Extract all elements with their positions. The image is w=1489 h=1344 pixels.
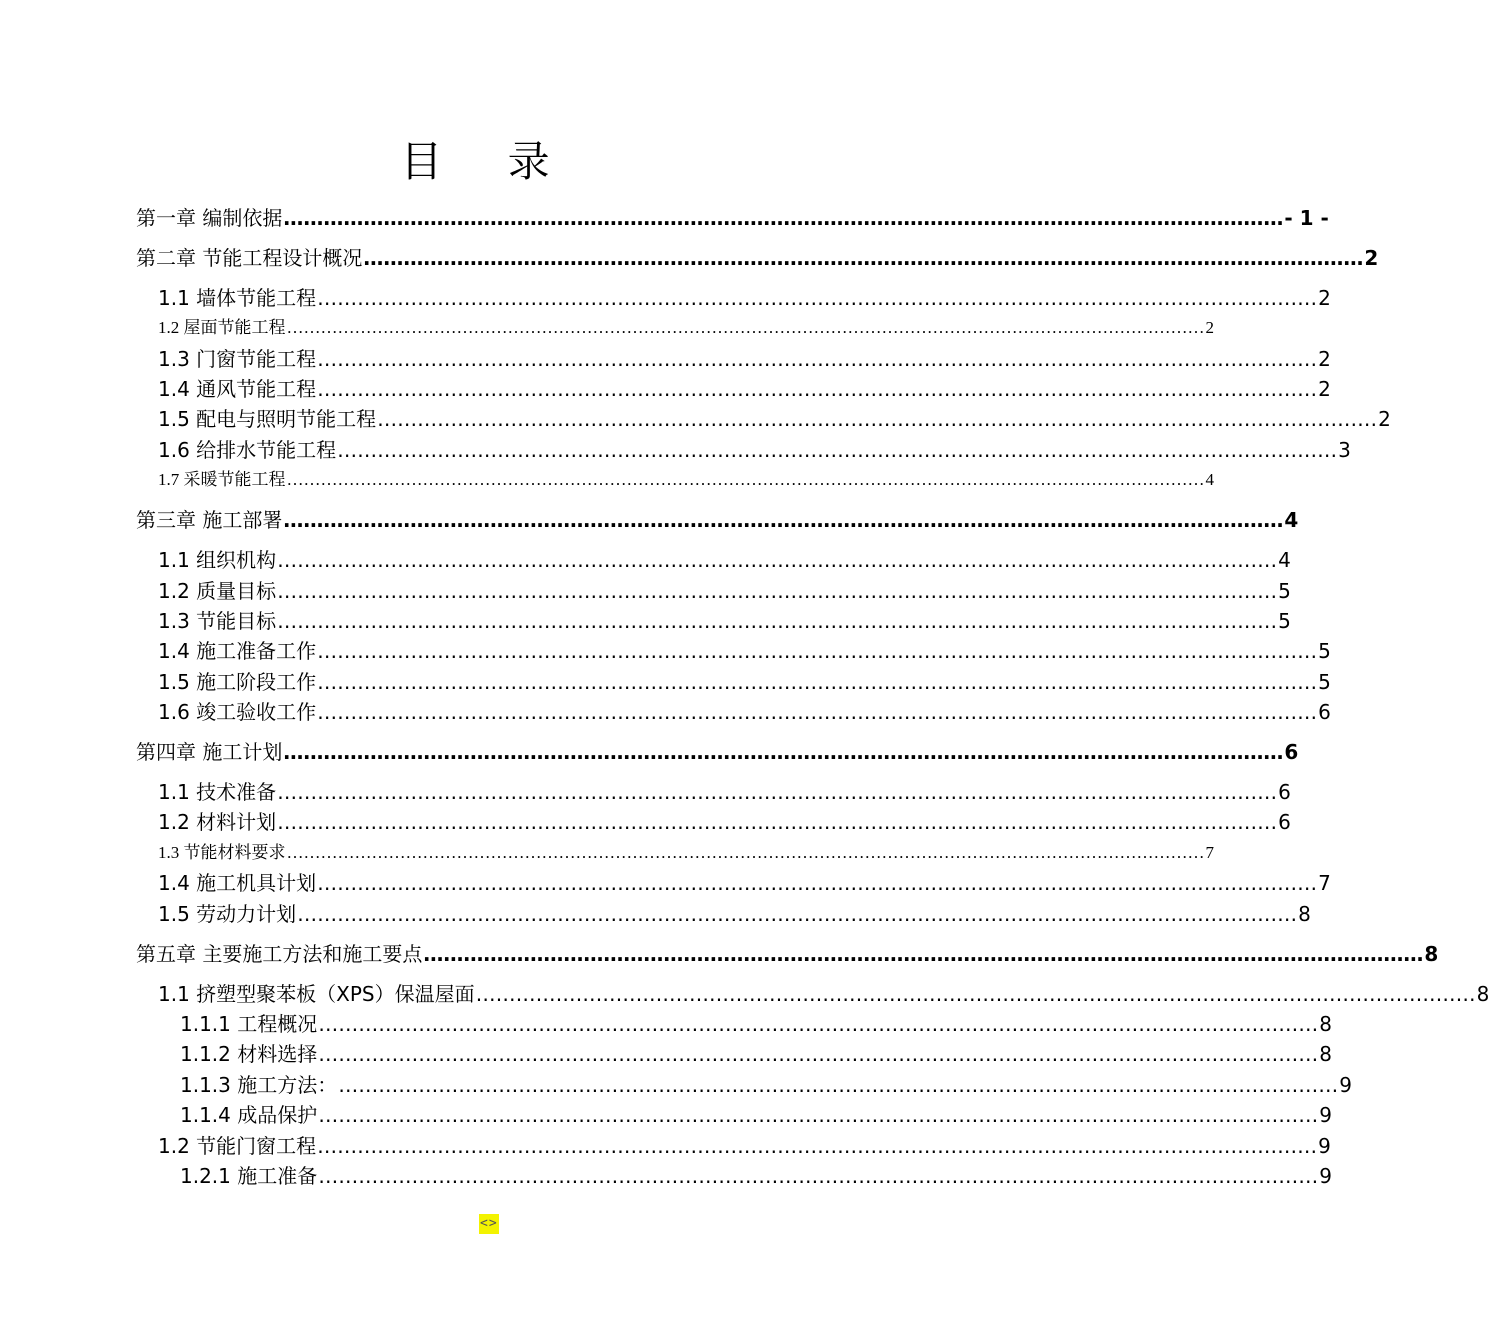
toc-entry-label: 1.4 施工机具计划: [158, 871, 317, 895]
toc-entry-section[interactable]: [158, 435, 1351, 465]
toc-entry-page: 8: [1476, 982, 1489, 1006]
toc-leader-dots: ……………………………………………………………………………………………………………………………………: [297, 902, 1298, 926]
toc-leader-dots: ……………………………………………………………………………………………………………………………………: [283, 740, 1284, 764]
toc-entry-section[interactable]: [158, 697, 1331, 727]
toc-entry-chapter-4[interactable]: [136, 737, 1299, 767]
toc-entry-label: 1.1 组织机构: [158, 548, 277, 572]
toc-entry-label: 1.6 给排水节能工程: [158, 438, 337, 462]
toc-entry-label: 1.2 质量目标: [158, 579, 277, 603]
toc-entry-label: 1.1.3 施工方法：: [180, 1073, 338, 1097]
toc-leader-dots: ……………………………………………………………………………………………………………………………………: [317, 871, 1318, 895]
toc-leader-dots: ……………………………………………………………………………………………………………………………………: [318, 1103, 1319, 1127]
toc-leader-dots: ……………………………………………………………………………………………………………………………………: [317, 347, 1318, 371]
toc-leader-dots: ……………………………………………………………………………………………………………………………………: [277, 579, 1278, 603]
toc-leader-dots: ……………………………………………………………………………………………………………………………………: [317, 700, 1318, 724]
toc-entry-page: - 1 -: [1284, 206, 1329, 230]
toc-entry-label: 1.1 挤塑型聚苯板（XPS）保温屋面: [158, 982, 475, 1006]
toc-entry-page: 6: [1278, 780, 1291, 804]
toc-entry-section[interactable]: [158, 868, 1331, 898]
toc-entry-page: 5: [1278, 609, 1291, 633]
toc-entry-label: 1.3 门窗节能工程: [158, 347, 317, 371]
toc-entry-page: 5: [1318, 670, 1331, 694]
toc-leader-dots: ……………………………………………………………………………………………………………………………………: [277, 810, 1278, 834]
toc-leader-dots: ……………………………………………………………………………………………………………………………………: [277, 780, 1278, 804]
toc-entry-page: 4: [1278, 548, 1291, 572]
toc-entry-label: 1.1.4 成品保护: [180, 1103, 318, 1127]
toc-leader-dots: ……………………………………………………………………………………………………………………………………: [363, 246, 1364, 270]
toc-entry-section[interactable]: [158, 667, 1331, 697]
toc-entry-page: 6: [1278, 810, 1291, 834]
toc-entry-label: 1.6 竣工验收工作: [158, 700, 317, 724]
toc-leader-dots: ……………………………………………………………………………………………………………………………………: [423, 942, 1424, 966]
toc-title: 目 录: [400, 137, 576, 186]
toc-leader-dots: ………………………………………………………………………………………………………………………………………………: [286, 470, 1205, 489]
toc-leader-dots: ……………………………………………………………………………………………………………………………………: [317, 639, 1318, 663]
toc-entry-page: 5: [1278, 579, 1291, 603]
page-nav-marker[interactable]: <>: [479, 1214, 499, 1234]
toc-entry-chapter-2[interactable]: [136, 243, 1379, 273]
toc-entry-page: 6: [1318, 700, 1331, 724]
toc-entry-page: 5: [1318, 639, 1331, 663]
toc-entry-section[interactable]: [158, 576, 1291, 606]
toc-leader-dots: ……………………………………………………………………………………………………………………………………: [337, 438, 1338, 462]
toc-leader-dots: ……………………………………………………………………………………………………………………………………: [377, 407, 1378, 431]
toc-entry-page: 9: [1319, 1103, 1332, 1127]
toc-entry-page: 2: [1364, 246, 1379, 270]
toc-entry-section[interactable]: [158, 283, 1331, 313]
toc-entry-label: 1.4 施工准备工作: [158, 639, 317, 663]
toc-entry-section[interactable]: [158, 636, 1331, 666]
toc-entry-label: 1.1 墙体节能工程: [158, 286, 317, 310]
toc-entry-label: 1.1 技术准备: [158, 780, 277, 804]
toc-entry-section[interactable]: [158, 545, 1291, 575]
toc-entry-section[interactable]: [158, 404, 1391, 434]
toc-leader-dots: ……………………………………………………………………………………………………………………………………: [318, 1042, 1319, 1066]
toc-leader-dots: ……………………………………………………………………………………………………………………………………: [317, 377, 1318, 401]
toc-entry-section[interactable]: [158, 344, 1331, 374]
toc-entry-page: 7: [1318, 871, 1331, 895]
toc-entry-page: 8: [1424, 942, 1439, 966]
toc-entry-label: 1.1.2 材料选择: [180, 1042, 318, 1066]
toc-entry-label: 1.2 节能门窗工程: [158, 1134, 317, 1158]
toc-entry-page: 9: [1318, 1134, 1331, 1158]
toc-entry-label: 1.2 屋面节能工程: [158, 318, 286, 337]
toc-entry-chapter-1[interactable]: [136, 203, 1329, 233]
toc-leader-dots: ……………………………………………………………………………………………………………………………………: [277, 548, 1278, 572]
toc-entry-page: 2: [1318, 286, 1331, 310]
toc-leader-dots: ……………………………………………………………………………………………………………………………………: [318, 1164, 1319, 1188]
toc-leader-dots: ……………………………………………………………………………………………………………………………………: [338, 1073, 1339, 1097]
toc-entry-subsection[interactable]: [180, 1009, 1332, 1039]
toc-leader-dots: ……………………………………………………………………………………………………………………………………: [317, 286, 1318, 310]
toc-entry-section[interactable]: [158, 606, 1291, 636]
toc-entry-label: 1.5 劳动力计划: [158, 902, 297, 926]
toc-entry-section[interactable]: [158, 313, 1214, 343]
toc-entry-label: 第五章 主要施工方法和施工要点: [136, 942, 423, 966]
toc-entry-page: 2: [1205, 318, 1214, 337]
toc-entry-page: 4: [1205, 470, 1214, 489]
toc-entry-section[interactable]: [158, 777, 1291, 807]
toc-entry-page: 6: [1284, 740, 1299, 764]
toc-entry-subsection[interactable]: [180, 1161, 1332, 1191]
toc-entry-page: 8: [1298, 902, 1311, 926]
toc-entry-label: 1.3 节能材料要求: [158, 843, 286, 862]
toc-leader-dots: ……………………………………………………………………………………………………………………………………: [317, 670, 1318, 694]
toc-leader-dots: ……………………………………………………………………………………………………………………………………: [317, 1134, 1318, 1158]
toc-entry-label: 1.7 采暖节能工程: [158, 470, 286, 489]
toc-entry-label: 1.5 施工阶段工作: [158, 670, 317, 694]
toc-entry-label: 1.3 节能目标: [158, 609, 277, 633]
toc-leader-dots: ………………………………………………………………………………………………………………………………………………: [286, 318, 1205, 337]
toc-entry-section[interactable]: [158, 979, 1489, 1009]
toc-entry-page: 2: [1318, 347, 1331, 371]
toc-entry-page: 2: [1378, 407, 1391, 431]
toc-leader-dots: ……………………………………………………………………………………………………………………………………: [277, 609, 1278, 633]
toc-entry-subsection[interactable]: [180, 1039, 1332, 1069]
toc-leader-dots: ……………………………………………………………………………………………………………………………………: [475, 982, 1476, 1006]
toc-entry-section[interactable]: [158, 1131, 1331, 1161]
toc-entry-label: 第四章 施工计划: [136, 740, 283, 764]
toc-entry-label: 第三章 施工部署: [136, 508, 283, 532]
toc-entry-label: 1.1.1 工程概况: [180, 1012, 318, 1036]
toc-entry-page: 4: [1284, 508, 1299, 532]
toc-entry-label: 第一章 编制依据: [136, 206, 283, 230]
toc-entry-page: 8: [1319, 1012, 1332, 1036]
toc-entry-section[interactable]: [158, 374, 1331, 404]
toc-entry-chapter-3[interactable]: [136, 505, 1299, 535]
toc-entry-section[interactable]: [158, 838, 1214, 868]
toc-entry-label: 1.4 通风节能工程: [158, 377, 317, 401]
toc-entry-section[interactable]: [158, 807, 1291, 837]
toc-entry-page: 7: [1205, 843, 1214, 862]
toc-entry-page: 2: [1318, 377, 1331, 401]
toc-entry-page: 3: [1338, 438, 1351, 462]
toc-entry-chapter-5[interactable]: [136, 939, 1439, 969]
toc-entry-subsection[interactable]: [180, 1070, 1352, 1100]
toc-leader-dots: ……………………………………………………………………………………………………………………………………: [283, 206, 1284, 230]
toc-leader-dots: ……………………………………………………………………………………………………………………………………: [283, 508, 1284, 532]
toc-entry-label: 1.5 配电与照明节能工程: [158, 407, 377, 431]
toc-entry-label: 1.2.1 施工准备: [180, 1164, 318, 1188]
toc-entry-page: 8: [1319, 1042, 1332, 1066]
toc-entry-label: 1.2 材料计划: [158, 810, 277, 834]
toc-entry-section[interactable]: [158, 899, 1311, 929]
toc-entry-label: 第二章 节能工程设计概况: [136, 246, 363, 270]
toc-leader-dots: ……………………………………………………………………………………………………………………………………: [318, 1012, 1319, 1036]
toc-entry-subsection[interactable]: [180, 1100, 1332, 1130]
toc-entry-page: 9: [1339, 1073, 1352, 1097]
toc-leader-dots: ………………………………………………………………………………………………………………………………………………: [286, 843, 1205, 862]
toc-entry-page: 9: [1319, 1164, 1332, 1188]
toc-entry-section[interactable]: [158, 465, 1214, 495]
